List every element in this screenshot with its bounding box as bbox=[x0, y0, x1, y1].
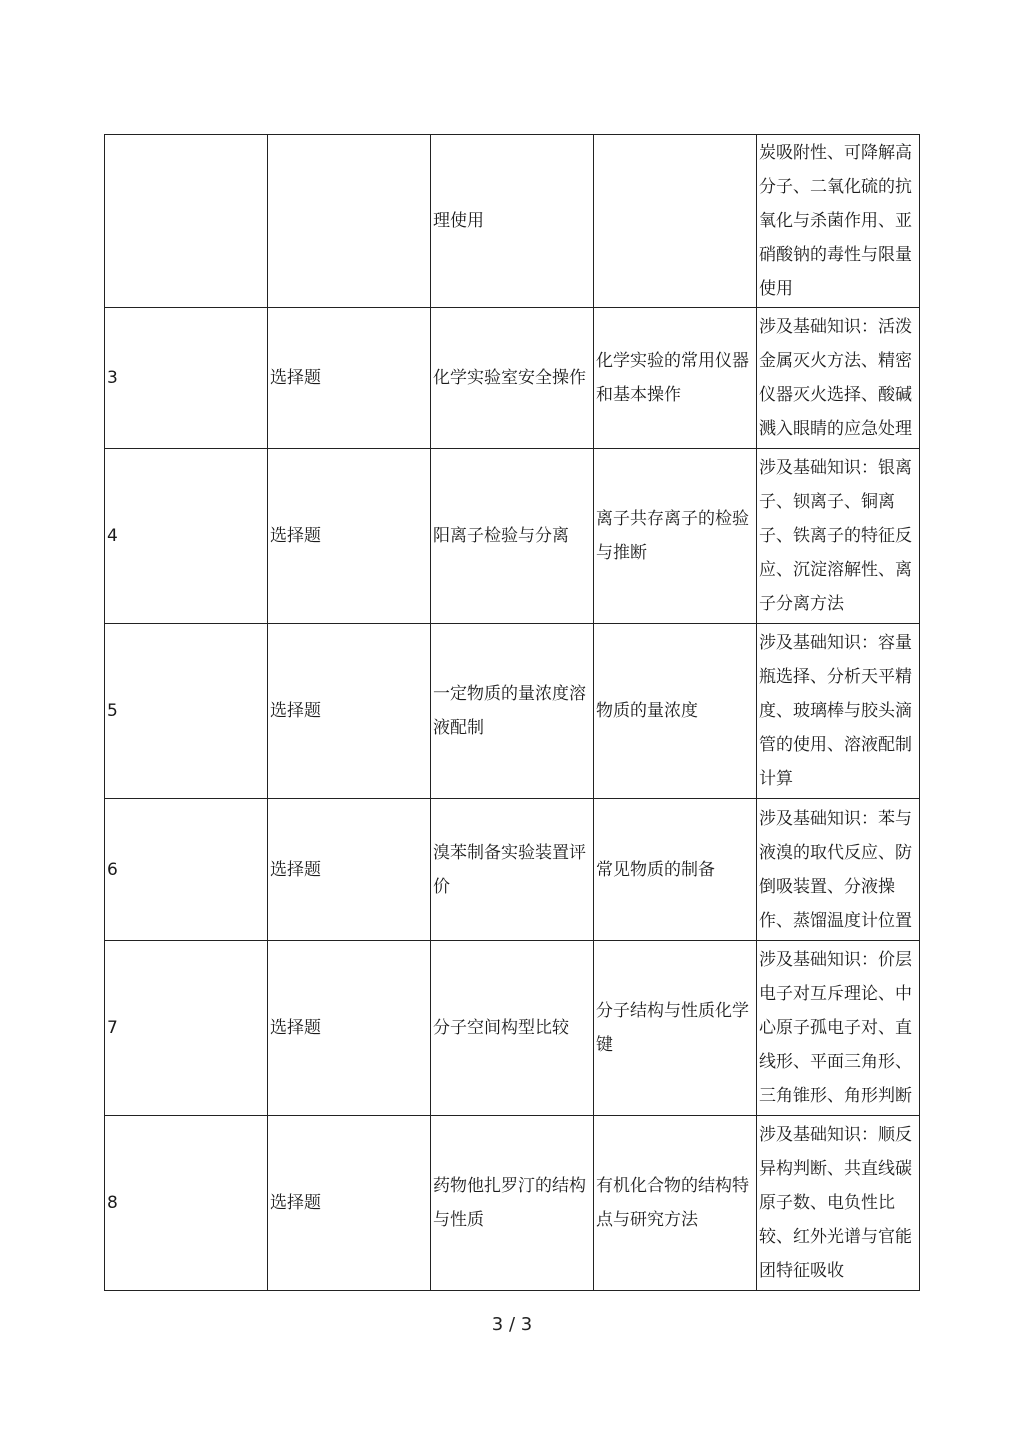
question-type-cell: 选择题 bbox=[268, 1116, 431, 1291]
table-row bbox=[105, 624, 920, 799]
knowledge-area-cell: 分子结构与性质化学键 bbox=[594, 941, 757, 1116]
knowledge-area-cell: 物质的量浓度 bbox=[594, 624, 757, 799]
topic-cell: 理使用 bbox=[431, 135, 594, 308]
knowledge-area-cell bbox=[594, 135, 757, 308]
question-number-cell: 5 bbox=[105, 624, 268, 799]
question-number-cell: 4 bbox=[105, 449, 268, 624]
question-number-cell: 7 bbox=[105, 941, 268, 1116]
table-row bbox=[105, 799, 920, 941]
topic-cell: 一定物质的量浓度溶液配制 bbox=[431, 624, 594, 799]
details-cell: 涉及基础知识：苯与液溴的取代反应、防倒吸装置、分液操作、蒸馏温度计位置 bbox=[757, 799, 920, 941]
question-type-cell bbox=[268, 135, 431, 308]
question-type-cell: 选择题 bbox=[268, 624, 431, 799]
table-row bbox=[105, 1116, 920, 1291]
table-row bbox=[105, 449, 920, 624]
knowledge-area-cell: 离子共存离子的检验与推断 bbox=[594, 449, 757, 624]
topic-cell: 药物他扎罗汀的结构与性质 bbox=[431, 1116, 594, 1291]
topic-cell: 化学实验室安全操作 bbox=[431, 308, 594, 449]
table-row bbox=[105, 308, 920, 449]
knowledge-area-cell: 化学实验的常用仪器和基本操作 bbox=[594, 308, 757, 449]
question-number-cell: 6 bbox=[105, 799, 268, 941]
question-number-cell: 8 bbox=[105, 1116, 268, 1291]
question-type-cell: 选择题 bbox=[268, 308, 431, 449]
page-number: 3 / 3 bbox=[491, 1314, 533, 1335]
topic-cell: 分子空间构型比较 bbox=[431, 941, 594, 1116]
details-cell: 涉及基础知识：顺反异构判断、共直线碳原子数、电负性比较、红外光谱与官能团特征吸收 bbox=[757, 1116, 920, 1291]
knowledge-table bbox=[104, 134, 920, 1291]
topic-cell: 溴苯制备实验装置评价 bbox=[431, 799, 594, 941]
knowledge-area-cell: 有机化合物的结构特点与研究方法 bbox=[594, 1116, 757, 1291]
question-number-cell: 3 bbox=[105, 308, 268, 449]
details-cell: 涉及基础知识：银离子、钡离子、铜离子、铁离子的特征反应、沉淀溶解性、离子分离方法 bbox=[757, 449, 920, 624]
details-cell: 涉及基础知识：活泼金属灭火方法、精密仪器灭火选择、酸碱溅入眼睛的应急处理 bbox=[757, 308, 920, 449]
question-number-cell bbox=[105, 135, 268, 308]
topic-cell: 阳离子检验与分离 bbox=[431, 449, 594, 624]
details-cell: 炭吸附性、可降解高分子、二氧化硫的抗氧化与杀菌作用、亚硝酸钠的毒性与限量使用 bbox=[757, 135, 920, 308]
details-cell: 涉及基础知识：价层电子对互斥理论、中心原子孤电子对、直线形、平面三角形、三角锥形、角形判断 bbox=[757, 941, 920, 1116]
table-row bbox=[105, 135, 920, 308]
question-type-cell: 选择题 bbox=[268, 799, 431, 941]
question-type-cell: 选择题 bbox=[268, 941, 431, 1116]
question-type-cell: 选择题 bbox=[268, 449, 431, 624]
details-cell: 涉及基础知识：容量瓶选择、分析天平精度、玻璃棒与胶头滴管的使用、溶液配制计算 bbox=[757, 624, 920, 799]
knowledge-area-cell: 常见物质的制备 bbox=[594, 799, 757, 941]
table-row bbox=[105, 941, 920, 1116]
